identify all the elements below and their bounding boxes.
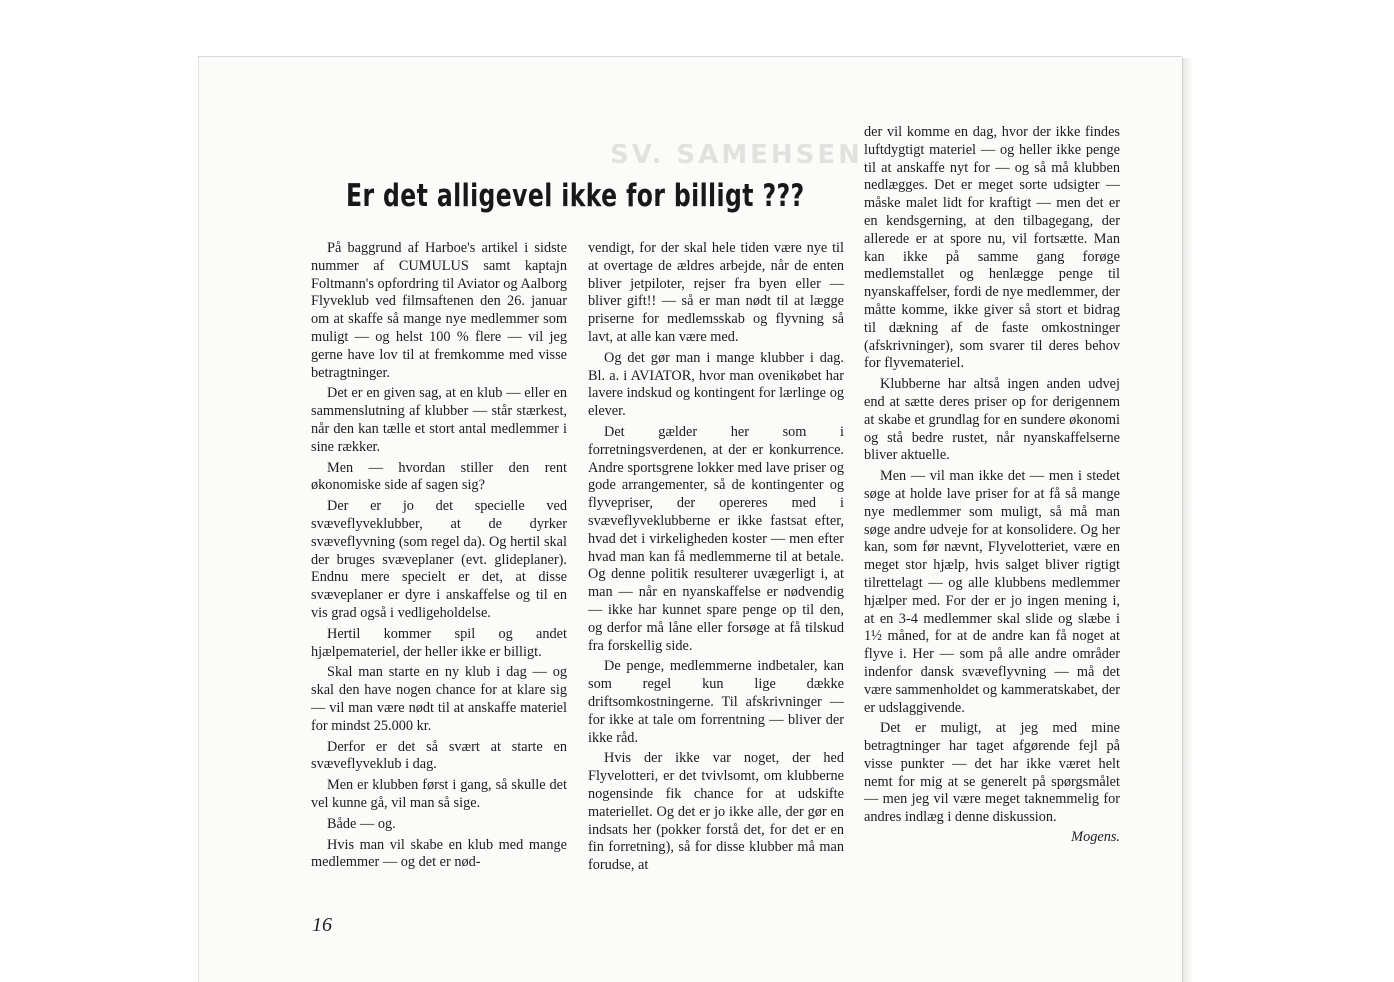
article-column-2 xyxy=(588,240,844,878)
paragraph: Hvis man vil skabe en klub med mange medlemmer — og det er nød- xyxy=(311,836,567,871)
article-column-3 xyxy=(864,124,1120,847)
paragraph: Men er klubben først i gang, så skulle det vel kunne gå, vil man så sige. xyxy=(311,777,567,811)
paragraph: Det gælder her som i forretningsverdenen, at der er konkurrence. Andre sportsgrene lokker med lave priser og gode arrangementer, så de kontingenter og flyvepriser, der opereres med i svæveflyveklubberne er ikke fastsat efter, hvad det i virkeligheden koster — men efter hvad man kan få medlemmerne til at betale. Og denne politik resulterer uvægerligt i, at man — når en nyanskaffelse er nødvendig — ikke har kunnet spare penge op til den, og derfor må låne eller forsøge at få tilskud fra forskellig side. xyxy=(588,423,844,654)
paragraph: På baggrund af Harboe's artikel i sidste nummer af CUMULUS samt kaptajn Foltmann's opfordring til Aviator og Aalborg Flyveklub ved filmsaftenen den 26. januar om at skaffe så mange nye medlemmer som muligt — og helst 100 % flere — vil jeg gerne have lov til at fremkomme med visse betragtninger. xyxy=(311,240,567,381)
page-number: 16 xyxy=(312,914,332,936)
show-through-text: SV. SAMEHSEN xyxy=(610,140,863,170)
paragraph: Skal man starte en ny klub i dag — og skal den have nogen chance for at klare sig — vil man være nødt til at anskaffe materiel for mindst 25.000 kr. xyxy=(311,664,567,734)
paragraph: Derfor er det så svært at starte en svæveflyveklub i dag. xyxy=(311,738,567,773)
article-column-1 xyxy=(311,240,567,875)
page-edge xyxy=(1182,58,1193,982)
paragraph: Det er muligt, at jeg med mine betragtninger har taget afgørende fejl på visse punkter — det har ikke været helt nemt for mig at se generelt på spørgsmålet — men jeg vil være meget taknemmelig for andres indlæg i denne diskussion. xyxy=(864,720,1120,826)
paragraph: Men — hvordan stiller den rent økonomiske side af sagen sig? xyxy=(311,459,567,494)
paragraph: Hertil kommer spil og andet hjælpemateriel, der heller ikke er billigt. xyxy=(311,625,567,660)
paragraph: Det er en given sag, at en klub — eller en sammenslutning af klubber — står stærkest, når den kan tælle et stort antal medlemmer i sine rækker. xyxy=(311,385,567,455)
paragraph: vendigt, for der skal hele tiden være nye til at overtage de ældres arbejde, når de enten bliver jetpiloter, rejser fra byen eller — bliver gift!! — så er man nødt til at lægge priserne for medlemsskab og flyvning så lavt, at alle kan være med. xyxy=(588,240,844,345)
paragraph: Og det gør man i mange klubber i dag. Bl. a. i AVIATOR, hvor man ovenikøbet har lavere indskud og kontingent for lærlinge og elever. xyxy=(588,349,844,420)
article-title: Er det alligevel ikke for billigt ??? xyxy=(346,178,805,214)
author-signature: Mogens. xyxy=(1071,829,1120,846)
paragraph: Både — og. xyxy=(327,815,396,832)
paragraph: Klubberne har altså ingen anden udvej end at sætte deres priser op for derigennem at skabe et grundlag for en sundere økonomi og stå bedre rustet, når nyanskaffelserne bliver aktuelle. xyxy=(864,376,1120,464)
paragraph: Der er jo det specielle ved svæveflyveklubber, at de dyrker svæveflyvning (som regel da). Og hertil skal der bruges svæveplaner (evt. glideplaner). Endnu mere specielt er det, at disse svæveplaner er dyre i anskaffelse og til en vis grad også i vedligeholdelse. xyxy=(311,498,567,621)
paragraph: Men — vil man ikke det — men i stedet søge at holde lave priser for at få så mange nye medlemmer som muligt, så må man søge andre udveje for at konsolidere. Og her kan, som før nævnt, Flyvelotteriet, være en meget stor hjælp, hvis salget bliver rigtigt tilrettelagt — og alle klubbens medlemmer hjælper med. For der er jo ingen mening i, at en 3-4 medlemmer skal slide og slæbe i 1½ måned, for at de andre kan få noget at flyve i. Her — som på alle andre områder indenfor dansk svæveflyvning — må det være sammenholdet og kammeratskabet, der er udslaggivende. xyxy=(864,468,1120,716)
paragraph: De penge, medlemmerne indbetaler, kan som regel kun lige dække driftsomkostningerne. Til afskrivninger — for ikke at tale om forrentning — bliver der ikke råd. xyxy=(588,658,844,746)
paragraph: der vil komme en dag, hvor der ikke findes luftdygtigt materiel — og heller ikke penge til at anskaffe nyt for — og så må klubben nedlægges. Det er meget sorte udsigter — måske malet lidt for kraftigt — men det er en kendsgerning, at den tilbagegang, der allerede er at spore nu, vil fortsætte. Man kan ikke på samme gang forøge medlemstallet og henlægge penge til nyanskaffelser, fordi de nye medlemmer, der måtte komme, ikke giver så stort et bidrag til dækning af de faste omkostninger (afskrivninger), som svarer til deres behov for flyvemateriel. xyxy=(864,124,1120,372)
paragraph: Hvis der ikke var noget, der hed Flyvelotteri, er det tvivlsomt, om klubberne nogensinde fik chance for at udskifte materiellet. Og det er jo ikke alle, der gør en indsats her (pokker forstå det, for det er en fin forretning), så for disse klubber må man forudse, at xyxy=(588,750,844,874)
